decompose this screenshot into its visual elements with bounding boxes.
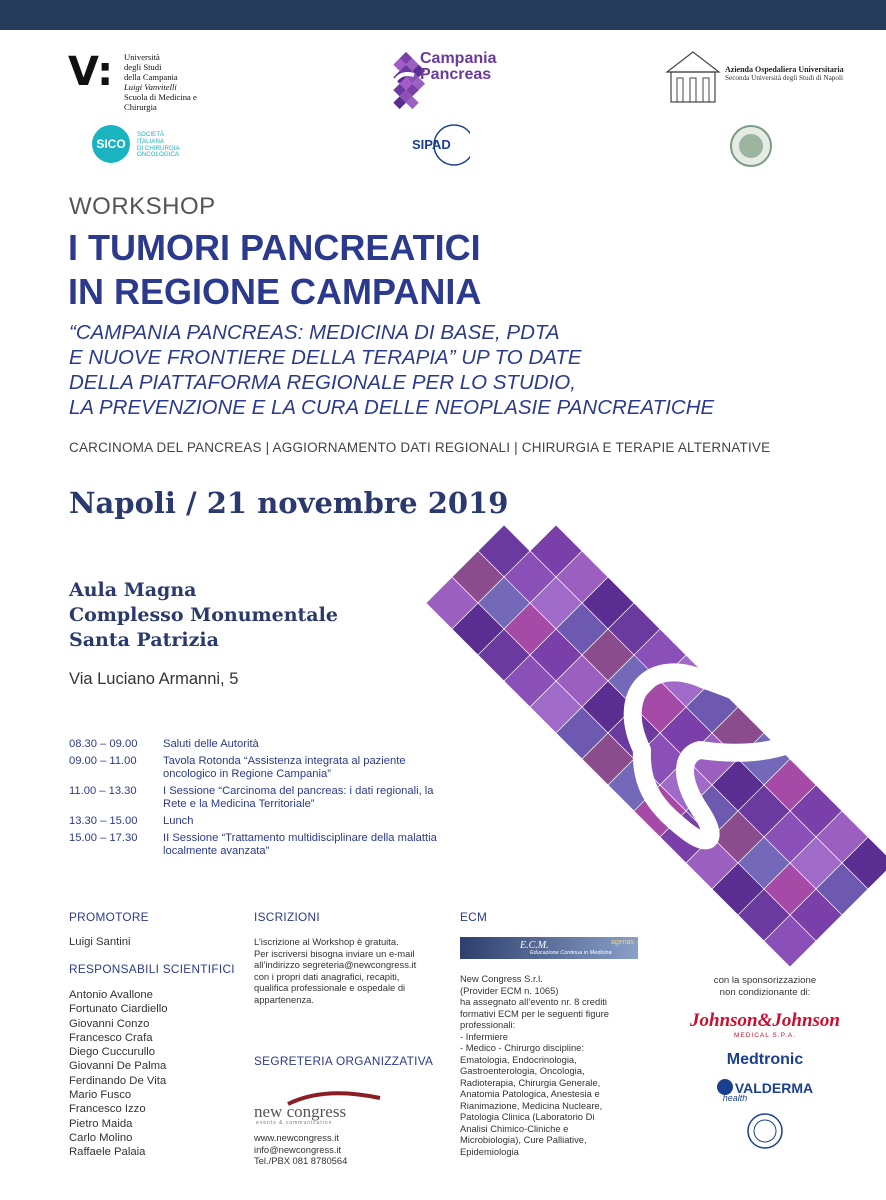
promotore-section [69, 910, 244, 1160]
program-desc: Tavola Rotonda “Assistenza integrata al paziente oncologico in Regione Campania” [163, 755, 406, 780]
johnson-johnson-subtitle: MEDICAL S.P.A. [733, 1032, 797, 1039]
list-item: Raffaele Palaia [69, 1146, 146, 1159]
sico-logo [92, 125, 232, 165]
list-item: Giovanni Conzo [69, 1017, 150, 1030]
program-time: 11.00 – 13.30 [69, 785, 137, 797]
iscrizioni-text: L’iscrizione al Workshop è gratuita. Per iscriversi bisogna inviare un e-mail all’indirizzo segreteria@newcongress.it con i propri dati anagrafici, recapiti, qualifica professionale e ospedale di appartenenza. [254, 936, 417, 1005]
building-icon [665, 50, 721, 106]
university-logo [68, 49, 228, 112]
list-item: Francesco Crafa [69, 1031, 153, 1044]
list-item: Mario Fusco [69, 1089, 132, 1102]
azienda-name: Azienda Ospedaliera Universitaria Seconda Università degli Studi di Napoli [725, 65, 844, 82]
program-desc: I Sessione “Carcinoma del pancreas: i dati regionali, la Rete e la Medicina Territoriale” [163, 785, 434, 810]
list-item: Carlo Molino [69, 1131, 133, 1144]
responsabili-list [69, 988, 244, 1160]
sico-name: SOCIETÀ ITALIANA DI CHIRURGIA ONCOLOGICA [137, 131, 180, 159]
program-time: 13.30 – 15.00 [69, 815, 138, 827]
list-item: Francesco Izzo [69, 1103, 146, 1116]
azienda-ospedaliera-logo [665, 50, 855, 106]
topic-tags: CARCINOMA DEL PANCREAS | AGGIORNAMENTO DATI REGIONALI | CHIRURGIA E TERAPIE ALTERNATIVE [69, 440, 771, 455]
program-time: 08.30 – 09.00 [69, 738, 138, 750]
iscrizioni-label: ISCRIZIONI [254, 910, 320, 924]
ecm-text: New Congress S.r.l. (Provider ECM n. 1065) ha assegnato all’evento nr. 8 crediti formativi ECM per le seguenti figure professionali: - Infermiere - Medico - Chirurgo discipline: Ematologia, Endocrinologia, Gastroenterologia, Oncologia, Radioterapia, Chirurgia Generale, Anatomia Patologica, Anestesia e Rianimazione, Medicina Nucleare, Patologia Clinica (Laboratorio Di Analisi Chimico-Cliniche e Microbiologia), Cure Palliative, Epidemiologia [460, 973, 610, 1157]
segreteria-label: SEGRETERIA ORGANIZZATIVA [254, 1054, 434, 1068]
workshop-label: WORKSHOP [69, 193, 216, 220]
sipad-mark: SIPAD [412, 137, 451, 152]
sponsors-section [690, 975, 840, 1158]
campania-pancreas-logo [370, 47, 530, 119]
list-item: Antonio Avallone [69, 989, 153, 1001]
program-row [69, 738, 459, 751]
seal-icon [728, 124, 774, 168]
top-bar [0, 0, 886, 30]
campania-pancreas-name: Campania Pancreas [420, 50, 497, 83]
email-link[interactable]: info@newcongress.it [254, 1143, 342, 1155]
list-item: Fortunato Ciardiello [69, 1003, 168, 1016]
program-desc: Saluti delle Autorità [163, 738, 259, 750]
program-time: 15.00 – 17.30 [69, 832, 138, 844]
website-link[interactable]: www.newcongress.it [254, 1132, 339, 1143]
johnson-johnson-logo: Johnson&Johnson [690, 1010, 840, 1031]
iscrizioni-section [254, 910, 444, 1068]
sipad-logo [410, 123, 470, 169]
sponsor-intro: con la sponsorizzazione non condizionante di: [713, 975, 817, 998]
new-congress-name: new congress [254, 1102, 347, 1121]
sico-mark: SICO [92, 125, 130, 163]
medtronic-logo: Medtronic [726, 1051, 804, 1068]
new-congress-tagline: events & communication [256, 1120, 333, 1126]
program-desc: II Sessione “Trattamento multidisciplinare della malattia localmente avanzata” [163, 832, 437, 857]
event-date: Napoli / 21 novembre 2019 [69, 486, 509, 520]
program-time: 09.00 – 11.00 [69, 755, 137, 767]
list-item: Giovanni De Palma [69, 1060, 167, 1073]
university-mark: V: [68, 49, 114, 95]
ecm-label: ECM [460, 910, 488, 924]
event-title: I TUMORI PANCREATICI IN REGIONE CAMPANIA [68, 227, 482, 312]
event-subtitle: “CAMPANIA PANCREAS: MEDICINA DI BASE, PDTA E NUOVE FRONTIERE DELLA TERAPIA” UP TO DATE DELLA PIATTAFORMA REGIONALE PER LO STUDIO, LA PREVENZIONE E LA CURA DELLE NEOPLASIE PANCREATICHE [69, 321, 715, 419]
segreteria-contacts [254, 1132, 347, 1167]
cafe-borbone-seal-icon [745, 1109, 785, 1153]
university-name: Università degli Studi della Campania Luigi Vanvitelli Scuola di Medicina e Chirurgia [124, 52, 197, 112]
program-row [69, 785, 459, 811]
list-item: Pietro Maida [69, 1117, 133, 1130]
ecm-banner-title: E.C.M. [520, 940, 549, 951]
phone-number: Tel./PBX 081 8780564 [254, 1155, 348, 1166]
list-item: Ferdinando De Vita [69, 1074, 167, 1087]
list-item: Diego Cuccurullo [69, 1046, 156, 1059]
program-row [69, 832, 459, 858]
valderma-logo: VALDERMA [690, 1079, 840, 1096]
promotore-name: Luigi Santini [69, 936, 131, 948]
program-row [69, 815, 459, 828]
program-desc: Lunch [163, 815, 194, 827]
new-congress-logo [254, 1090, 374, 1126]
program-row [69, 755, 459, 781]
ecm-banner-subtitle: Educazione Continua in Medicina [530, 950, 612, 956]
ecm-banner [460, 937, 638, 959]
event-address: Via Luciano Armanni, 5 [69, 670, 239, 688]
event-venue: Aula Magna Complesso Monumentale Santa Patrizia [69, 579, 338, 651]
program-schedule [69, 738, 459, 862]
seal-logo [728, 124, 774, 168]
valderma-subtitle: health [722, 1093, 748, 1103]
ecm-section [460, 910, 640, 1157]
promotore-label: PROMOTORE [69, 910, 149, 924]
agenas-mark: agenas [611, 939, 634, 946]
responsabili-label: RESPONSABILI SCIENTIFICI [69, 962, 235, 976]
